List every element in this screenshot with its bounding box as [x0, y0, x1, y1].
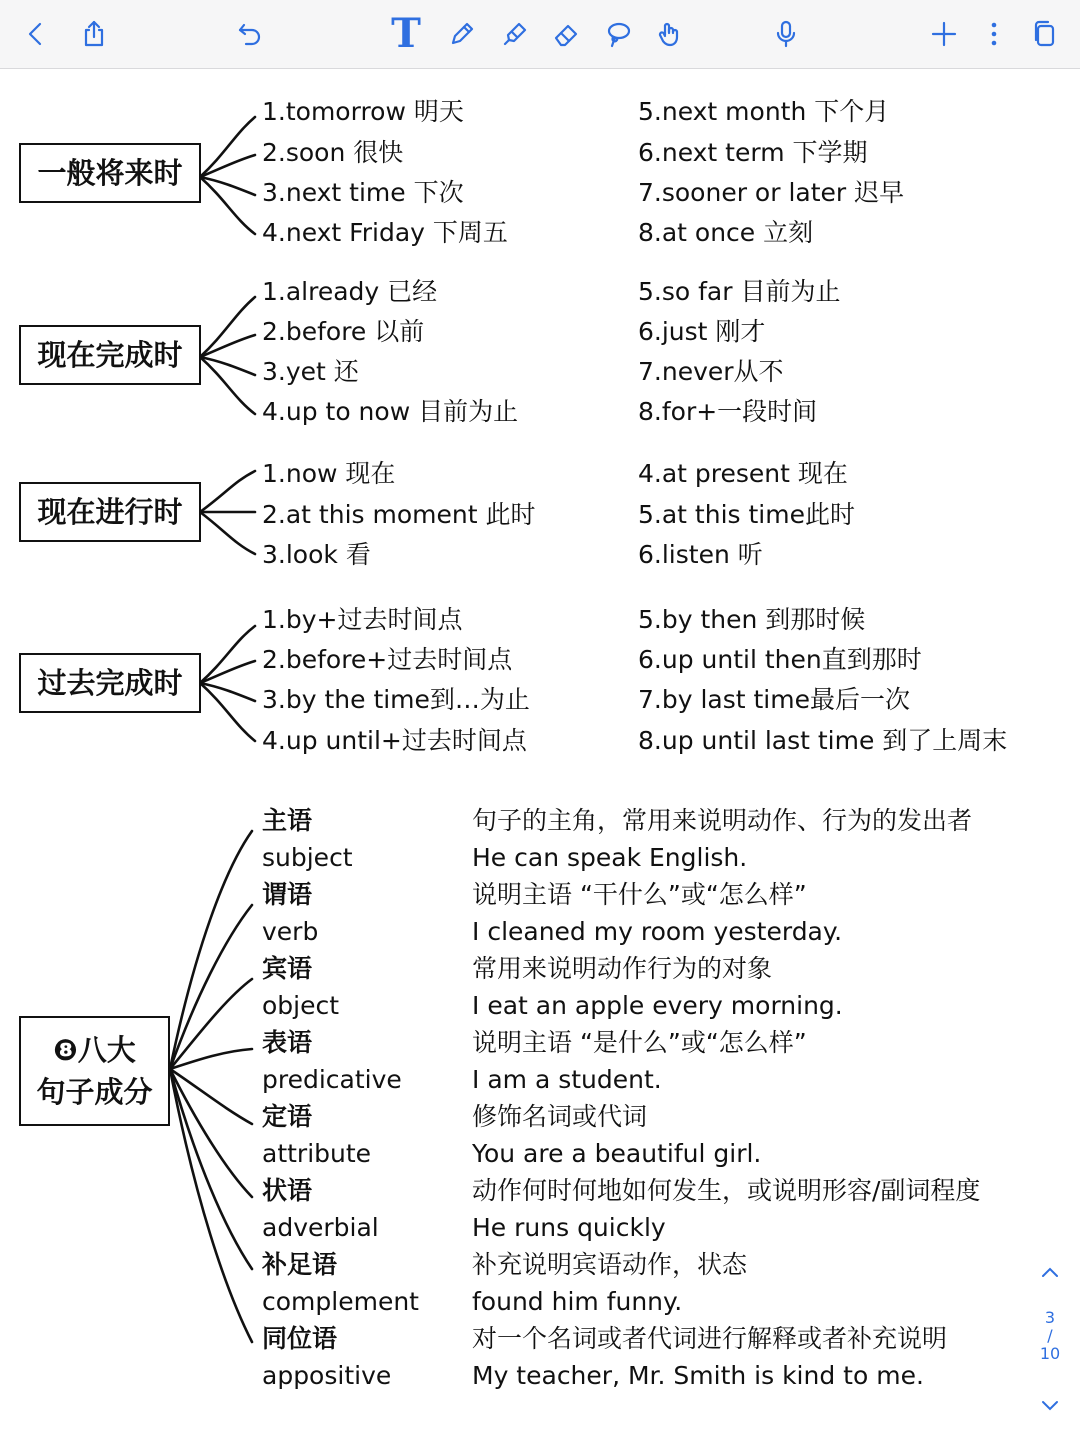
component-desc-8: 对一个名词或者代词进行解释或者补充说明 — [472, 1324, 948, 1353]
undo-icon[interactable] — [230, 14, 270, 54]
past-perfect-item-5: 5.by then 到那时候 — [638, 605, 866, 634]
component-desc-6: 动作何时何地如何发生，或说明形容/副词程度 — [472, 1176, 981, 1205]
present-continuous-item-6: 6.listen 听 — [638, 540, 763, 569]
past-perfect-item-3: 3.by the time到…为止 — [262, 685, 530, 714]
component-example-6: He runs quickly — [472, 1213, 666, 1242]
future-item-4: 4.next Friday 下周五 — [262, 218, 508, 247]
component-cn-5: 定语 — [262, 1102, 313, 1131]
component-cn-3: 宾语 — [262, 954, 313, 983]
current-page: 3 — [1044, 1308, 1056, 1327]
future-item-1: 1.tomorrow 明天 — [262, 97, 464, 126]
future-tense-box: 一般将来时 — [19, 143, 201, 203]
present-perfect-box: 现在完成时 — [19, 325, 201, 385]
add-icon[interactable] — [924, 14, 964, 54]
future-item-5: 5.next month 下个月 — [638, 97, 890, 126]
past-perfect-item-4: 4.up until+过去时间点 — [262, 726, 527, 755]
component-en-7: complement — [262, 1287, 419, 1316]
past-perfect-box: 过去完成时 — [19, 653, 201, 713]
component-cn-4: 表语 — [262, 1028, 313, 1057]
past-perfect-item-2: 2.before+过去时间点 — [262, 645, 513, 674]
component-desc-2: 说明主语 “干什么”或“怎么样” — [472, 880, 807, 909]
present-perfect-item-2: 2.before 以前 — [262, 317, 425, 346]
past-perfect-item-6: 6.up until then直到那时 — [638, 645, 922, 674]
pages-icon[interactable] — [1024, 14, 1064, 54]
page-down-chevron-icon[interactable] — [1038, 1399, 1062, 1417]
component-desc-7: 补充说明宾语动作，状态 — [472, 1250, 748, 1279]
component-cn-7: 补足语 — [262, 1250, 338, 1279]
component-example-7: found him funny. — [472, 1287, 683, 1316]
component-example-8: My teacher, Mr. Smith is kind to me. — [472, 1361, 924, 1390]
component-desc-5: 修饰名词或代词 — [472, 1102, 648, 1131]
component-en-2: verb — [262, 917, 319, 946]
component-desc-3: 常用来说明动作行为的对象 — [472, 954, 773, 983]
sentence-components-box — [19, 1016, 170, 1126]
eraser-icon[interactable] — [546, 14, 586, 54]
past-perfect-item-7: 7.by last time最后一次 — [638, 685, 910, 714]
total-pages: 10 — [1039, 1344, 1061, 1363]
component-cn-1: 主语 — [262, 806, 313, 835]
component-en-8: appositive — [262, 1361, 392, 1390]
future-item-7: 7.sooner or later 迟早 — [638, 178, 905, 207]
future-item-3: 3.next time 下次 — [262, 178, 464, 207]
present-perfect-item-6: 6.just 刚才 — [638, 317, 766, 346]
component-example-4: I am a student. — [472, 1065, 662, 1094]
page-separator: / — [1047, 1326, 1053, 1345]
present-continuous-item-1: 1.now 现在 — [262, 459, 396, 488]
present-perfect-item-8: 8.for+一段时间 — [638, 397, 818, 426]
page-indicator — [1038, 1309, 1062, 1363]
component-cn-6: 状语 — [262, 1176, 313, 1205]
component-cn-2: 谓语 — [262, 880, 313, 909]
present-continuous-item-4: 4.at present 现在 — [638, 459, 848, 488]
hand-pointer-icon[interactable] — [650, 14, 690, 54]
future-item-8: 8.at once 立刻 — [638, 218, 814, 247]
present-continuous-item-5: 5.at this time此时 — [638, 500, 855, 529]
pen-icon[interactable] — [442, 14, 482, 54]
component-en-3: object — [262, 991, 340, 1020]
note-page — [0, 69, 1080, 1440]
present-continuous-item-2: 2.at this moment 此时 — [262, 500, 536, 529]
microphone-icon[interactable] — [766, 14, 806, 54]
component-desc-1: 句子的主角，常用来说明动作、行为的发出者 — [472, 806, 973, 835]
component-en-4: predicative — [262, 1065, 402, 1094]
future-item-6: 6.next term 下学期 — [638, 138, 868, 167]
present-perfect-item-1: 1.already 已经 — [262, 277, 438, 306]
component-desc-4: 说明主语 “是什么”或“怎么样” — [472, 1028, 807, 1057]
present-continuous-item-3: 3.look 看 — [262, 540, 371, 569]
components-title-line1: ❽八大 — [53, 1032, 136, 1067]
component-en-6: adverbial — [262, 1213, 379, 1242]
past-perfect-item-1: 1.by+过去时间点 — [262, 605, 463, 634]
top-toolbar — [0, 0, 1080, 69]
back-chevron-icon[interactable] — [16, 14, 56, 54]
present-perfect-item-5: 5.so far 目前为止 — [638, 277, 841, 306]
component-cn-8: 同位语 — [262, 1324, 338, 1353]
present-continuous-box: 现在进行时 — [19, 482, 201, 542]
text-tool-icon[interactable]: T — [391, 10, 421, 57]
component-en-5: attribute — [262, 1139, 372, 1168]
component-example-1: He can speak English. — [472, 843, 748, 872]
past-perfect-item-8: 8.up until last time 到了上周末 — [638, 726, 1008, 755]
highlighter-icon[interactable] — [495, 14, 535, 54]
present-perfect-item-7: 7.never从不 — [638, 357, 784, 386]
more-icon[interactable] — [974, 14, 1014, 54]
lasso-icon[interactable] — [598, 14, 638, 54]
share-icon[interactable] — [74, 14, 114, 54]
components-title-line2: 句子成分 — [36, 1075, 153, 1109]
present-perfect-item-3: 3.yet 还 — [262, 357, 359, 386]
component-en-1: subject — [262, 843, 353, 872]
component-example-5: You are a beautiful girl. — [472, 1139, 762, 1168]
future-item-2: 2.soon 很快 — [262, 138, 404, 167]
page-up-chevron-icon[interactable] — [1038, 1265, 1062, 1283]
component-example-2: I cleaned my room yesterday. — [472, 917, 843, 946]
present-perfect-item-4: 4.up to now 目前为止 — [262, 397, 519, 426]
component-example-3: I eat an apple every morning. — [472, 991, 843, 1020]
